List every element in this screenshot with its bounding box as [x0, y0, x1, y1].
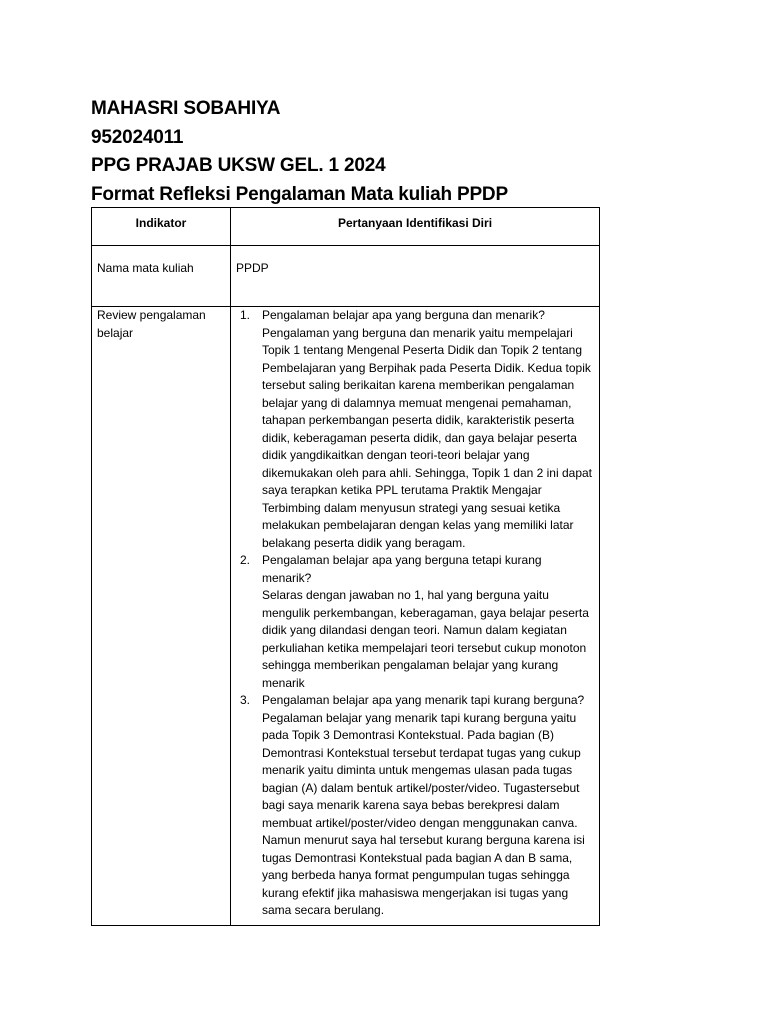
item-question: Pengalaman belajar apa yang berguna dan menarik? — [262, 308, 545, 322]
program-name: PPG PRAJAB UKSW GEL. 1 2024 — [91, 155, 386, 177]
item-question: Pengalaman belajar apa yang berguna tetapi kurang menarik? — [262, 553, 542, 585]
document-title: Format Refleksi Pengalaman Mata kuliah PPDP — [91, 183, 508, 205]
item-answer: Pengalaman yang berguna dan menarik yaitu mempelajari Topik 1 tentang Mengenal Peserta Didik dan Topik 2 tentang Pembelajaran yang Berpihak pada Peserta Didik. Kedua topik tersebut saling berikaitan karena memberikan pengalaman belajar yang di dalamnya memuat mengenai pemahaman, tahapan perkembangan peserta didik, karakteristik peserta didik, keberagaman peserta didik, dan gaya belajar peserta didik yangdikaitkan dengan teori-teori belajar yang dikemukakan oleh para ahli. Sehingga, Topik 1 dan 2 ini dapat saya terapkan ketika PPL terutama Praktik Mengajar Terbimbing dalam menyusun strategi yang sesuai ketika melakukan pembelajaran dengan kelas yang memiliki latar belakang peserta didik yang beragam. — [262, 325, 593, 550]
item-question: Pengalaman belajar apa yang menarik tapi kurang berguna? — [262, 693, 585, 707]
document-header — [91, 95, 508, 209]
list-item — [236, 552, 594, 692]
item-number: 1. — [240, 308, 251, 322]
item-number: 3. — [240, 693, 251, 707]
table-header-row — [92, 208, 600, 246]
list-item — [236, 307, 594, 552]
question-list — [236, 307, 594, 920]
reflection-table — [91, 207, 600, 926]
review-label: Review pengalaman belajar — [97, 308, 206, 340]
review-cell-content — [231, 307, 600, 926]
course-label: Nama mata kuliah — [92, 246, 231, 307]
course-value: PPDP — [231, 246, 600, 307]
item-number: 2. — [240, 553, 251, 567]
item-answer: Pegalaman belajar yang menarik tapi kurang berguna yaitu pada Topik 3 Demontrasi Kontekstual. Pada bagian (B) Demontrasi Kontekstual tersebut terdapat tugas yang cukup menarik yaitu diminta untuk mengemas ulasan pada tugas bagian (A) dalam bentuk artikel/poster/video. Tugastersebut bagi saya menarik karena saya bebas berekpresi dalam membuat artikel/poster/video dengan menggunakan canva. Namun menurut saya hal tersebut kurang berguna karena isi tugas Demontrasi Kontekstual pada bagian A dan B sama, yang berbeda hanya format pengumpulan tugas sehingga kurang efektif jika mahasiswa mengerjakan isi tugas yang sama secara berulang. — [262, 710, 585, 917]
table-row-review — [92, 307, 600, 926]
header-pertanyaan: Pertanyaan Identifikasi Diri — [231, 208, 600, 246]
review-cell-label — [92, 307, 231, 926]
table-row-course — [92, 246, 600, 307]
item-answer: Selaras dengan jawaban no 1, hal yang berguna yaitu mengulik perkembangan, keberagaman, gaya belajar peserta didik yang dilandasi dengan teori. Namun dalam kegiatan perkuliahan ketika mempelajari teori tersebut cukup monoton sehingga memberikan pengalaman belajar yang kurang menarik — [262, 588, 589, 690]
student-id: 952024011 — [91, 126, 184, 148]
header-indikator: Indikator — [92, 208, 231, 246]
author-name: MAHASRI SOBAHIYA — [91, 98, 281, 119]
list-item — [236, 692, 594, 920]
